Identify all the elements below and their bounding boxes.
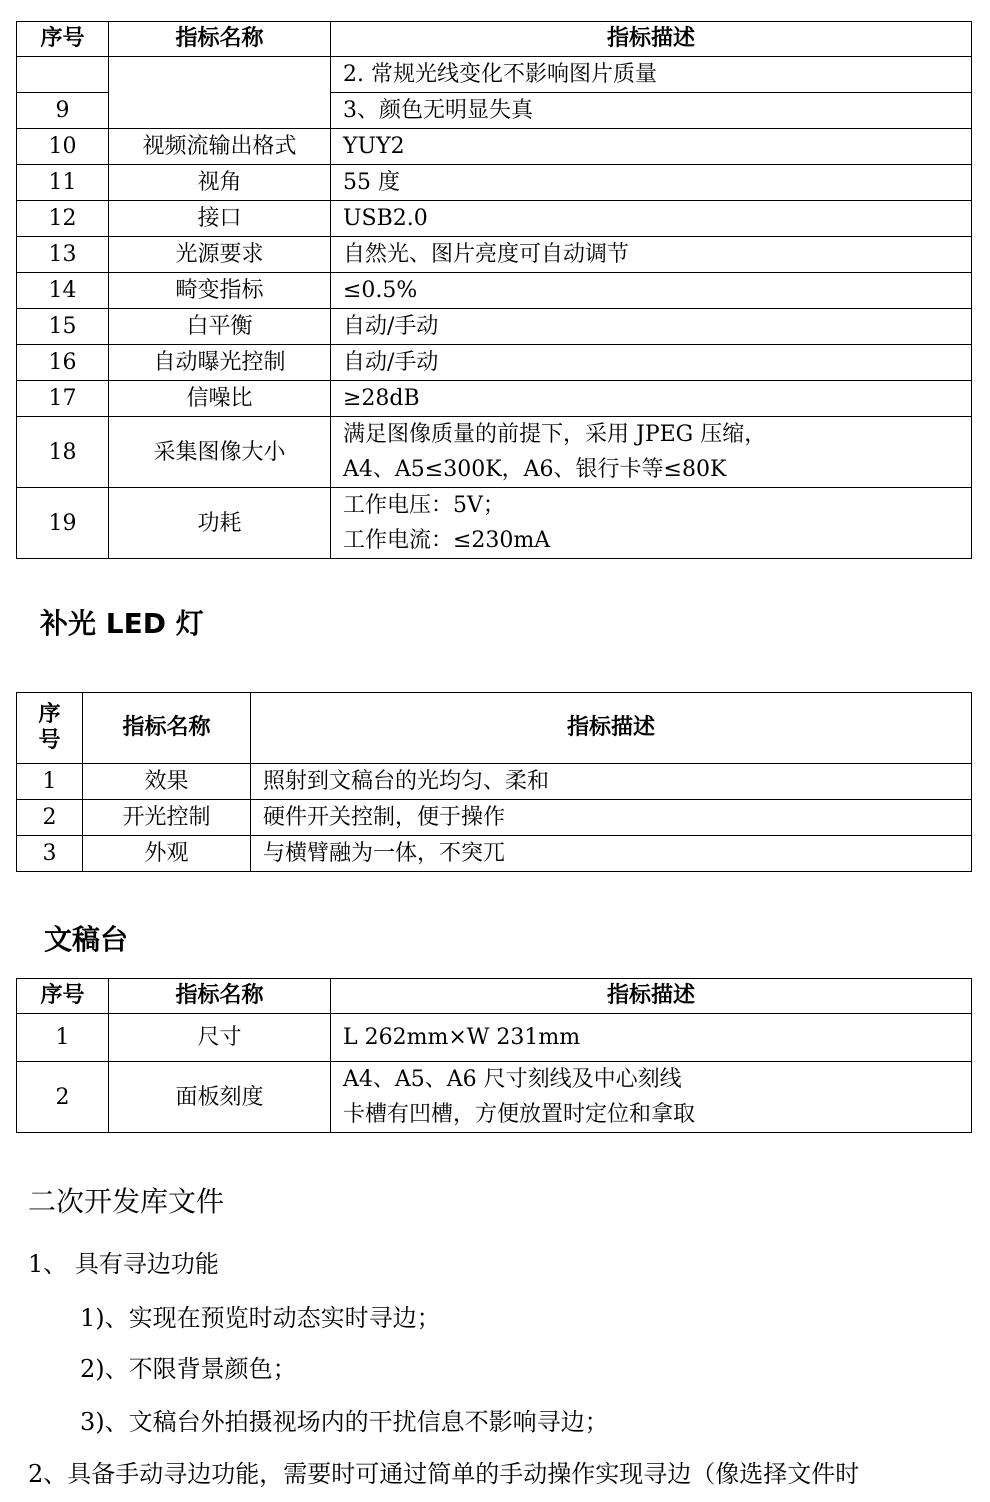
sub-list-item: 2)、不限背景颜色； xyxy=(80,1355,297,1383)
table-row xyxy=(17,201,972,237)
row-desc-line: A4、A5≤300K，A6、银行卡等≤80K xyxy=(343,457,727,482)
row-desc: 3、颜色无明显失真 xyxy=(331,93,972,129)
sub-list-item: 1)、实现在预览时动态实时寻边； xyxy=(80,1304,441,1332)
table-row xyxy=(17,764,972,800)
row-name-empty xyxy=(109,57,331,129)
row-number: 2 xyxy=(17,800,83,836)
header-name: 指标名称 xyxy=(109,22,331,57)
row-desc-line: 工作电压：5V； xyxy=(343,493,505,518)
row-desc: 自动/手动 xyxy=(331,309,972,345)
row-desc: USB2.0 xyxy=(331,201,972,237)
platform-spec-table xyxy=(16,978,972,1133)
row-name: 白平衡 xyxy=(109,309,331,345)
row-desc: L 262mm×W 231mm xyxy=(331,1014,972,1062)
row-name: 光源要求 xyxy=(109,237,331,273)
row-desc: ≥28dB xyxy=(331,381,972,417)
row-number: 17 xyxy=(17,381,109,417)
row-desc-line: A4、A5、A6 尺寸刻线及中心刻线 xyxy=(343,1067,682,1092)
row-desc: 自动/手动 xyxy=(331,345,972,381)
row-number: 10 xyxy=(17,129,109,165)
row-number: 19 xyxy=(17,488,109,559)
row-name: 接口 xyxy=(109,201,331,237)
row-number: 18 xyxy=(17,417,109,488)
row-number: 2 xyxy=(17,1062,109,1133)
row-name: 外观 xyxy=(83,836,251,872)
row-name: 自动曝光控制 xyxy=(109,345,331,381)
table-header-row xyxy=(17,979,972,1014)
row-name: 畸变指标 xyxy=(109,273,331,309)
row-name: 开光控制 xyxy=(83,800,251,836)
header-name: 指标名称 xyxy=(83,693,251,764)
row-desc: 2. 常规光线变化不影响图片质量 xyxy=(331,57,972,93)
table-row xyxy=(17,381,972,417)
table-row xyxy=(17,309,972,345)
row-number: 11 xyxy=(17,165,109,201)
table-row xyxy=(17,417,972,488)
row-name: 尺寸 xyxy=(109,1014,331,1062)
camera-spec-table xyxy=(16,21,972,559)
list-item: 1、 具有寻边功能 xyxy=(28,1250,219,1278)
table-row xyxy=(17,488,972,559)
header-desc: 指标描述 xyxy=(251,693,972,764)
header-desc: 指标描述 xyxy=(331,22,972,57)
section-heading-led: 补光 LED 灯 xyxy=(40,607,204,640)
list-item: 2、具备手动寻边功能，需要时可通过简单的手动操作实现寻边（像选择文件时 xyxy=(28,1460,860,1488)
header-number: 序号 xyxy=(17,22,109,57)
row-number: 1 xyxy=(17,764,83,800)
row-name: 功耗 xyxy=(109,488,331,559)
table-header-row xyxy=(17,693,972,764)
row-number: 3 xyxy=(17,836,83,872)
row-desc xyxy=(331,1062,972,1133)
table-row xyxy=(17,1062,972,1133)
header-number xyxy=(17,693,83,764)
header-number-line: 序 xyxy=(38,701,61,727)
table-row xyxy=(17,57,972,93)
row-desc: 55 度 xyxy=(331,165,972,201)
table-row xyxy=(17,800,972,836)
row-number: 1 xyxy=(17,1014,109,1062)
row-name: 面板刻度 xyxy=(109,1062,331,1133)
table-row xyxy=(17,1014,972,1062)
section-heading-sdk: 二次开发库文件 xyxy=(28,1185,225,1218)
row-number: 16 xyxy=(17,345,109,381)
header-desc: 指标描述 xyxy=(331,979,972,1014)
table-row xyxy=(17,836,972,872)
row-desc-line: 卡槽有凹槽，方便放置时定位和拿取 xyxy=(343,1102,696,1127)
row-number-empty xyxy=(17,57,109,93)
row-name: 信噪比 xyxy=(109,381,331,417)
row-name: 视角 xyxy=(109,165,331,201)
row-name: 采集图像大小 xyxy=(109,417,331,488)
table-row xyxy=(17,345,972,381)
row-desc xyxy=(331,488,972,559)
table-row xyxy=(17,129,972,165)
row-name: 效果 xyxy=(83,764,251,800)
table-row xyxy=(17,273,972,309)
row-desc xyxy=(331,417,972,488)
led-spec-table xyxy=(16,692,972,872)
row-number: 15 xyxy=(17,309,109,345)
section-heading-platform: 文稿台 xyxy=(44,923,129,956)
row-desc: 硬件开关控制，便于操作 xyxy=(251,800,972,836)
row-desc: 照射到文稿台的光均匀、柔和 xyxy=(251,764,972,800)
row-desc: YUY2 xyxy=(331,129,972,165)
row-desc-line: 满足图像质量的前提下，采用 JPEG 压缩， xyxy=(343,422,767,447)
row-number: 12 xyxy=(17,201,109,237)
header-number-line: 号 xyxy=(38,728,61,753)
row-desc-line: 工作电流：≤230mA xyxy=(343,528,551,553)
table-row xyxy=(17,165,972,201)
row-number: 13 xyxy=(17,237,109,273)
row-name: 视频流输出格式 xyxy=(109,129,331,165)
row-desc: ≤0.5% xyxy=(331,273,972,309)
row-desc: 自然光、图片亮度可自动调节 xyxy=(331,237,972,273)
row-number: 14 xyxy=(17,273,109,309)
table-row xyxy=(17,237,972,273)
row-number: 9 xyxy=(17,93,109,129)
header-name: 指标名称 xyxy=(109,979,331,1014)
table-header-row xyxy=(17,22,972,57)
sub-list-item: 3)、文稿台外拍摄视场内的干扰信息不影响寻边； xyxy=(80,1408,609,1436)
row-desc: 与横臂融为一体，不突兀 xyxy=(251,836,972,872)
header-number: 序号 xyxy=(17,979,109,1014)
